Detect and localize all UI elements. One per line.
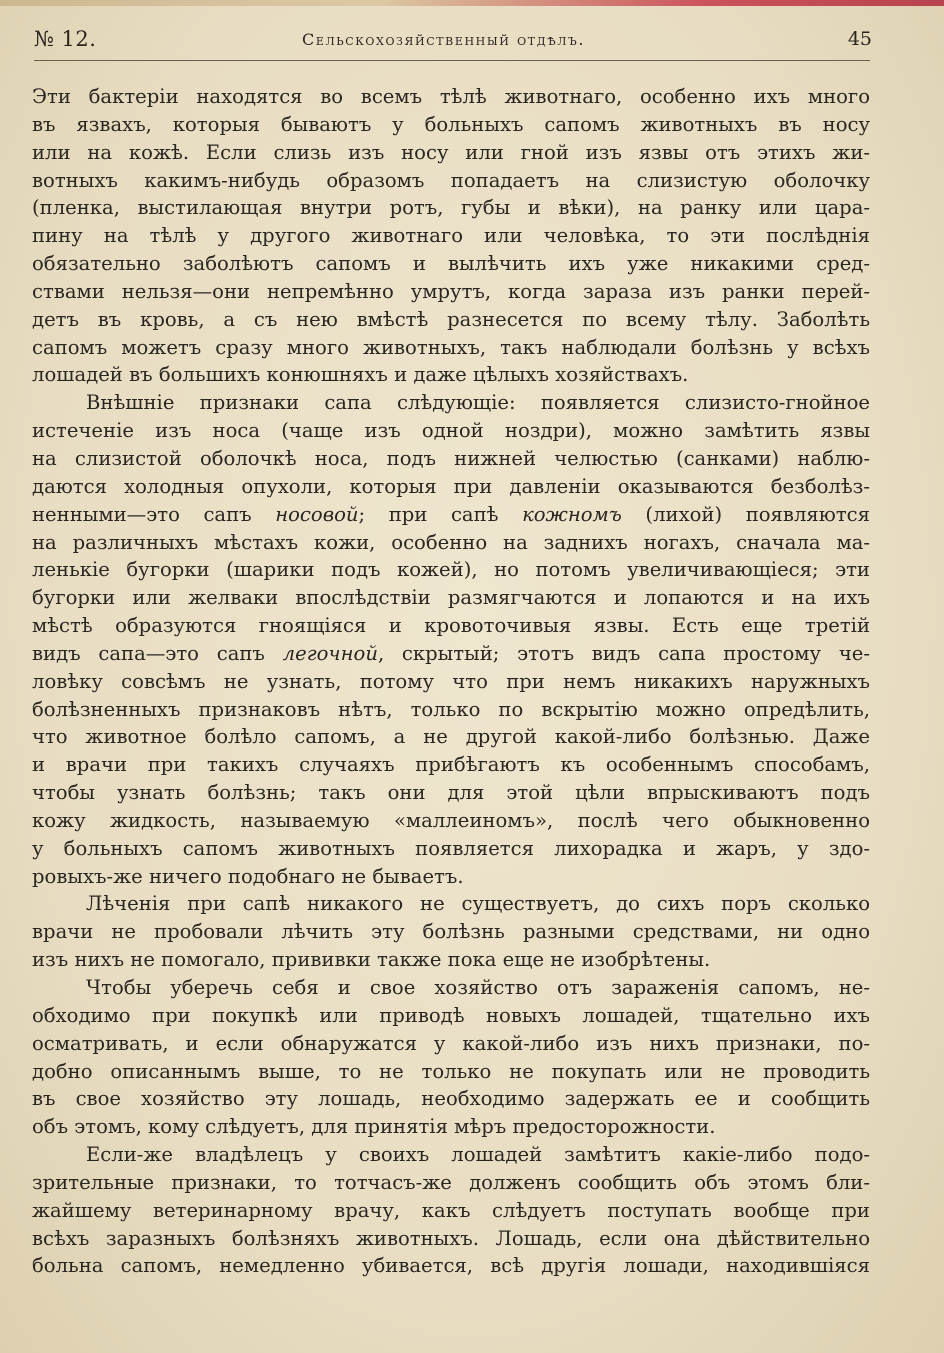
- text-run: видъ сапа—это сапъ: [32, 641, 283, 665]
- text-line-with-italics: [32, 501, 870, 529]
- text-line: въ свое хозяйство эту лошадь, необходимо задержать ее и сообщить: [32, 1087, 870, 1111]
- text-line: ствами нельзя—они непремѣнно умрутъ, когда зараза изъ ранки перей-: [32, 279, 870, 303]
- text-line: на различныхъ мѣстахъ кожи, особенно на заднихъ ногахъ, сначала ма-: [32, 530, 870, 554]
- text-line: мѣстѣ образуются гноящіяся и кровоточивыя язвы. Есть еще третій: [32, 614, 870, 638]
- text-run: , скрытый; этотъ видъ сапа простому че-: [377, 641, 870, 665]
- italic-term-skin: кожномъ: [522, 502, 622, 526]
- text-line: что животное болѣло сапомъ, а не другой какой-либо болѣзнью. Даже: [32, 725, 870, 749]
- text-line: чтобы узнать болѣзнь; такъ они для этой цѣли впрыскиваютъ подъ: [32, 781, 870, 805]
- text-line: Внѣшніе признаки сапа слѣдующіе: появляется слизисто-гнойное: [86, 391, 870, 415]
- text-line: Лѣченія при сапѣ никакого не существуетъ, до сихъ поръ сколько: [86, 892, 870, 916]
- text-line: жайшему ветеринарному врачу, какъ слѣдуетъ поступать вообще при: [32, 1198, 870, 1222]
- page-top-edge: [0, 0, 944, 6]
- text-line: даются холодныя опухоли, которыя при давленіи оказываются безболѣз-: [32, 474, 870, 498]
- text-line: обходимо при покупкѣ или приводѣ новыхъ лошадей, тщательно ихъ: [32, 1003, 870, 1027]
- text-line: въ язвахъ, которыя бываютъ у больныхъ сапомъ животныхъ въ носу: [32, 112, 870, 136]
- text-line: Если-же владѣлецъ у своихъ лошадей замѣтитъ какіе-либо подо-: [86, 1143, 870, 1167]
- text-line: Чтобы уберечь себя и свое хозяйство отъ зараженія сапомъ, не-: [86, 976, 870, 999]
- page-number: 45: [847, 28, 872, 50]
- text-line: обязательно заболѣютъ сапомъ и вылѣчить ихъ уже никакими сред-: [32, 252, 870, 276]
- text-line-with-italics: [32, 640, 870, 668]
- header-rule: [34, 60, 870, 61]
- text-line: и врачи при такихъ случаяхъ прибѣгаютъ къ особеннымъ способамъ,: [32, 753, 870, 777]
- text-line: ловѣку совсѣмъ не узнать, потому что при немъ никакихъ наружныхъ: [32, 669, 870, 693]
- italic-term-pulmonary: легочной: [282, 641, 378, 665]
- body-text: [32, 83, 870, 1280]
- text-line: бугорки или желваки впослѣдствіи размягчаются и лопаются и на ихъ: [32, 586, 870, 610]
- text-line: детъ въ кровь, а съ нею вмѣстѣ разнесется по всему тѣлу. Заболѣть: [32, 307, 870, 331]
- text-line: вотныхъ какимъ-нибудь образомъ попадаетъ на слизистую оболочку: [32, 168, 870, 192]
- text-line: сапомъ можетъ сразу много животныхъ, такъ наблюдали болѣзнь у всѣхъ: [32, 335, 870, 359]
- text-line: (пленка, выстилающая внутри ротъ, губы и вѣки), на ранку или цара-: [32, 196, 870, 220]
- text-line: на слизистой оболочкѣ носа, подъ нижней челюстью (санками) наблю-: [32, 446, 870, 470]
- italic-term-nasal: носовой: [275, 502, 359, 526]
- text-run: (лихой) появляются: [621, 502, 870, 526]
- text-line: добно описаннымъ выше, то не только не покупать или не проводить: [32, 1059, 870, 1083]
- text-run: ненными—это сапъ: [32, 502, 276, 526]
- text-line: объ этомъ, кому слѣдуетъ, для принятія мѣръ предосторожности.: [32, 1115, 716, 1139]
- text-line: кожу жидкость, называемую «маллеиномъ», послѣ чего обыкновенно: [32, 808, 870, 832]
- text-line: пину на тѣлѣ у другого животнаго или человѣка, то эти послѣднія: [32, 224, 870, 248]
- section-title: Сельскохозяйственный отдѣлъ.: [302, 30, 586, 49]
- text-line: или на кожѣ. Если слизь изъ носу или гной изъ язвы отъ этихъ жи-: [32, 140, 870, 164]
- text-line: зрительные признаки, то тотчасъ-же долженъ сообщить объ этомъ бли-: [32, 1170, 870, 1194]
- text-line: лошадей въ большихъ конюшняхъ и даже цѣлыхъ хозяйствахъ.: [32, 363, 689, 387]
- text-line: всѣхъ заразныхъ болѣзняхъ животныхъ. Лошадь, если она дѣйствительно: [32, 1226, 870, 1250]
- text-line: Эти бактеріи находятся во всемъ тѣлѣ животнаго, особенно ихъ много: [32, 85, 870, 108]
- text-line: осматривать, и если обнаружатся у какой-либо изъ нихъ признаки, по-: [32, 1031, 870, 1055]
- text-run: ; при сапѣ: [358, 502, 523, 526]
- text-line: истеченіе изъ носа (чаще изъ одной ноздри), можно замѣтить язвы: [32, 419, 870, 443]
- text-line: больна сапомъ, немедленно убивается, всѣ другія лошади, находившіяся: [32, 1254, 870, 1278]
- text-line: ровыхъ-же ничего подобнаго не бываетъ.: [32, 864, 464, 888]
- text-line: врачи не пробовали лѣчить эту болѣзнь разными средствами, ни одно: [32, 920, 870, 944]
- page-header: [34, 27, 872, 57]
- text-line: болѣзненныхъ признаковъ нѣтъ, только по вскрытію можно опредѣлить,: [32, 697, 870, 721]
- text-line: у больныхъ сапомъ животныхъ появляется лихорадка и жаръ, у здо-: [32, 836, 870, 860]
- text-line: изъ нихъ не помогало, прививки также пока еще не изобрѣтены.: [32, 948, 711, 972]
- issue-number: № 12.: [34, 27, 97, 51]
- text-line: ленькіе бугорки (шарики подъ кожей), но потомъ увеличивающіеся; эти: [32, 558, 870, 582]
